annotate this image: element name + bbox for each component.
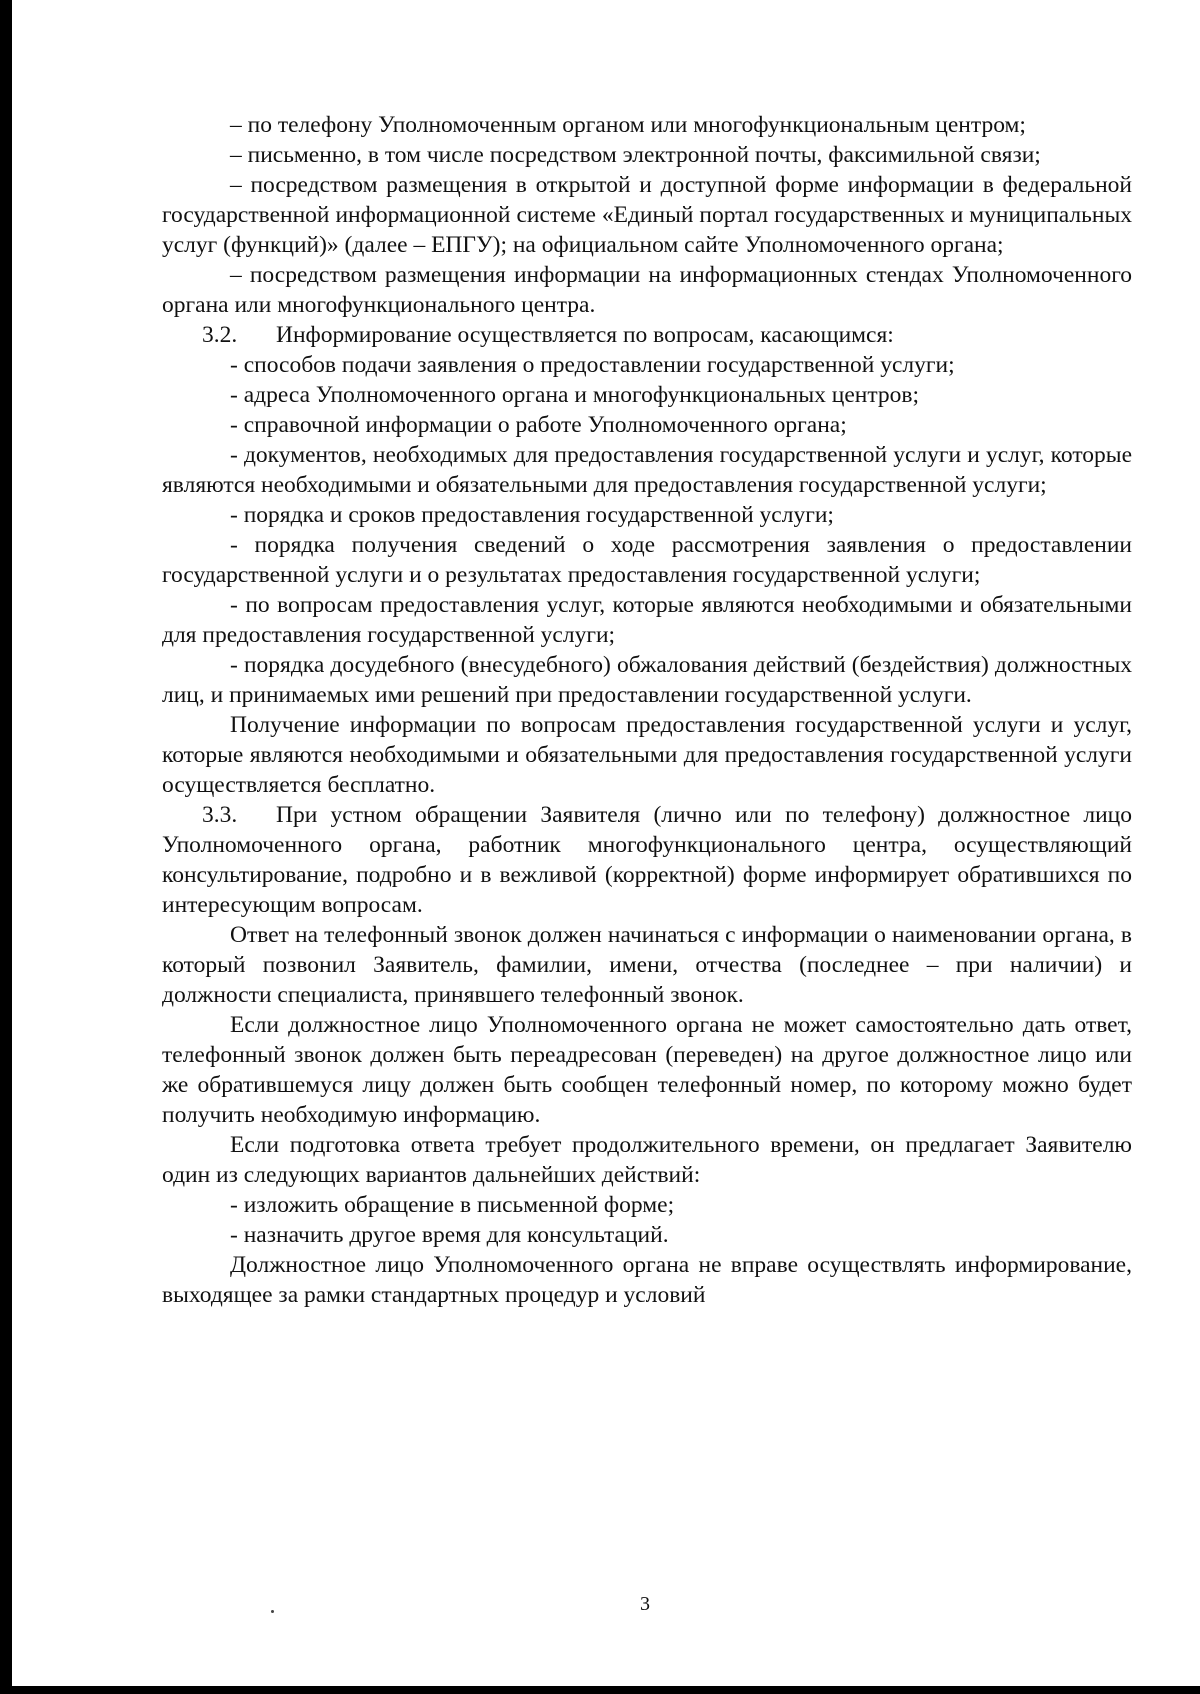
phone-answer-paragraph: Ответ на телефонный звонок должен начинаться с информации о наименовании органа, в который позвонил Заявитель, фамилии, имени, отчества (последнее – при наличии) и должности специалиста, принявшего телефонный звонок. — [162, 922, 1132, 1008]
section-3-3 — [162, 800, 1132, 920]
document-body — [162, 110, 1132, 1310]
final-paragraph: Должностное лицо Уполномоченного органа не вправе осуществлять информирование, выходящее за рамки стандартных процедур и условий — [162, 1252, 1132, 1308]
section-3-3-text: При устном обращении Заявителя (лично или по телефону) должностное лицо Уполномоченного органа, работник многофункционального центра, осуществляющий консультирование, подробно и в вежливой (корректной) форме информирует обратившихся по интересующим вопросам. — [162, 802, 1132, 918]
list-item: - справочной информации о работе Уполномоченного органа; — [230, 412, 847, 438]
list-item: - назначить другое время для консультаций. — [230, 1222, 669, 1248]
info-channel-written: – письменно, в том числе посредством электронной почты, факсимильной связи; — [230, 142, 1041, 168]
list-item: - адреса Уполномоченного органа и многофункциональных центров; — [230, 382, 920, 408]
info-channel-phone: – по телефону Уполномоченным органом или многофункциональным центром; — [230, 112, 1026, 138]
page-number: 3 — [640, 1593, 650, 1615]
list-item: - изложить обращение в письменной форме; — [230, 1192, 675, 1218]
redirect-paragraph: Если должностное лицо Уполномоченного органа не может самостоятельно дать ответ, телефонный звонок должен быть переадресован (переведен) на другое должностное лицо или же обратившемуся лицу должен быть сообщен телефонный номер, по которому можно будет получить необходимую информацию. — [162, 1012, 1132, 1128]
scan-left-edge — [0, 0, 12, 1694]
list-item: - документов, необходимых для предоставления государственной услуги и услуг, которые являются необходимыми и обязательными для предоставления государственной услуги; — [162, 442, 1132, 498]
list-item: - способов подачи заявления о предоставлении государственной услуги; — [230, 352, 955, 378]
long-answer-paragraph: Если подготовка ответа требует продолжительного времени, он предлагает Заявителю один из следующих вариантов дальнейших действий: — [162, 1132, 1132, 1188]
info-channel-stands: – посредством размещения информации на информационных стендах Уполномоченного органа или многофункционального центра. — [162, 262, 1132, 318]
scan-bottom-edge — [0, 1686, 1200, 1694]
list-item: - порядка досудебного (внесудебного) обжалования действий (бездействия) должностных лиц, и принимаемых ими решений при предоставлении государственной услуги. — [162, 652, 1132, 708]
section-3-3-number: 3.3. — [202, 802, 238, 828]
list-item: - порядка получения сведений о ходе рассмотрения заявления о предоставлении государственной услуги и о результатах предоставления государственной услуги; — [162, 532, 1132, 588]
info-channel-epgu: – посредством размещения в открытой и доступной форме информации в федеральной государственной информационной системе «Единый портал государственных и муниципальных услуг (функций)» (далее – ЕПГУ); на официальном сайте Уполномоченного органа; — [162, 172, 1132, 258]
free-info-paragraph: Получение информации по вопросам предоставления государственной услуги и услуг, которые являются необходимыми и обязательными для предоставления государственной услуги осуществляется бесплатно. — [162, 712, 1132, 798]
section-3-2-text: Информирование осуществляется по вопросам, касающимся: — [276, 322, 894, 348]
list-item: - порядка и сроков предоставления государственной услуги; — [230, 502, 834, 528]
section-3-2-number: 3.2. — [202, 322, 238, 348]
section-3-2 — [162, 320, 1132, 350]
list-item: - по вопросам предоставления услуг, которые являются необходимыми и обязательными для предоставления государственной услуги; — [162, 592, 1132, 648]
